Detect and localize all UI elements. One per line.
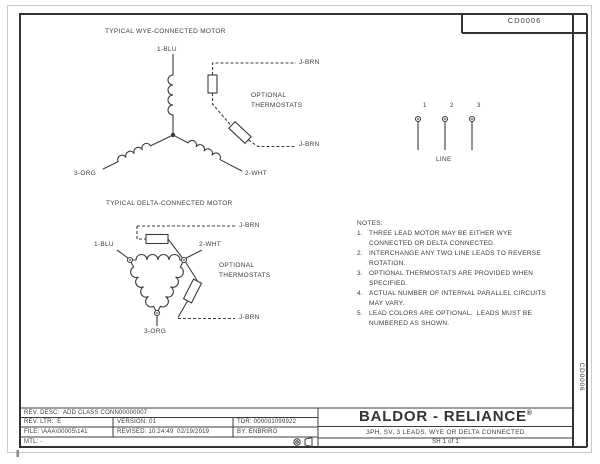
note-item-3: 3. OPTIONAL THERMOSTATS ARE PROVIDED WHEN SPECIFIED. [357, 270, 534, 287]
note-item-2: 2. INTERCHANGE ANY TWO LINE LEADS TO REVERSE ROTATION. [357, 250, 541, 267]
delta-title: TYPICAL DELTA-CONNECTED MOTOR [106, 200, 233, 207]
delta-coil-left [126, 263, 155, 314]
note-item-1: 1. THREE LEAD MOTOR MAY BE EITHER WYE CONNECTED OR DELTA CONNECTED. [357, 230, 513, 247]
sheet-number: SH 1 of 1 [432, 439, 459, 445]
rev-ltr-field: REV. LTR: E [24, 419, 62, 425]
note-item-5: 5. LEAD COLORS ARE OPTIONAL. LEADS MUST BE NUMBERED AS SHOWN. [357, 310, 533, 327]
wye-thermostat-1 [208, 75, 217, 93]
line-label: LINE [436, 156, 452, 163]
wye-lead1-label: 1-BLU [157, 46, 177, 53]
wye-title: TYPICAL WYE-CONNECTED MOTOR [105, 28, 226, 35]
delta-jbrn-bottom-label: J-BRN [239, 314, 260, 321]
doc-number: CD0006 [507, 16, 542, 25]
brand-title: BALDOR - RELIANCE® [359, 408, 532, 425]
delta-thermostat-2 [183, 279, 201, 303]
delta-lead1-leader [117, 250, 128, 258]
line-terminal-3-label: 3 [477, 103, 481, 109]
fold-mark [17, 450, 20, 457]
wye-coil-2 [175, 132, 244, 171]
wye-diagram [101, 54, 296, 171]
delta-lead2-leader [186, 250, 202, 258]
wye-lead2-label: 2-WHT [245, 170, 268, 177]
wye-jbrn-top-label: J-BRN [299, 59, 320, 66]
wye-lead3-label: 3-ORG [74, 170, 97, 177]
delta-thermostat-1 [146, 235, 168, 244]
revised-field: REVISED: 10:24:49 02/19/2019 [117, 429, 210, 435]
wye-optional-line1: OPTIONAL [251, 92, 287, 99]
wye-coil-1 [168, 54, 173, 133]
wye-center-node [171, 133, 175, 137]
tdr-field: TDR: 000001099922 [237, 419, 297, 425]
version-field: VERSION: 01 [117, 419, 157, 425]
registered-mark: ® [526, 410, 532, 417]
delta-coil-right [158, 263, 187, 314]
line-terminal-1-label: 1 [423, 103, 427, 109]
delta-optional-line2: THERMOSTATS [219, 272, 271, 279]
file-field: FILE: \AAA\00005\141 [24, 429, 88, 435]
line-terminals-graphic [416, 117, 475, 151]
note-item-4: 4. ACTUAL NUMBER OF INTERNAL PARALLEL CIRCUITS MAY VARY. [357, 290, 547, 307]
delta-optional-line1: OPTIONAL [219, 262, 255, 269]
wye-thermostat-2 [229, 122, 251, 144]
wye-coil-3 [101, 132, 171, 169]
mtl-field: MTL: - [24, 439, 43, 445]
by-field: BY: ENBRIRO [237, 429, 278, 435]
delta-lead1-label: 1-BLU [94, 241, 114, 248]
wye-jbrn-bottom-label: J-BRN [299, 141, 320, 148]
doc-number-side: CD0006 [578, 362, 585, 392]
line-terminal-2-label: 2 [450, 103, 454, 109]
rev-desc-field: REV. DESC: ADD CLASS CONN00000007 [24, 409, 148, 416]
delta-coil-top [133, 255, 182, 261]
delta-lead3-label: 3-ORG [144, 328, 167, 335]
notes-block [357, 219, 565, 329]
drawing-subtitle: 3PH, SV, 3 LEADS, WYE OR DELTA CONNECTED [366, 428, 525, 436]
delta-lead2-label: 2-WHT [199, 241, 222, 248]
delta-jbrn-top-label: J-BRN [239, 222, 260, 229]
wye-optional-line2: THERMOSTATS [251, 102, 303, 109]
projection-symbol-icon [294, 438, 312, 447]
notes-heading: NOTES: [357, 220, 383, 227]
